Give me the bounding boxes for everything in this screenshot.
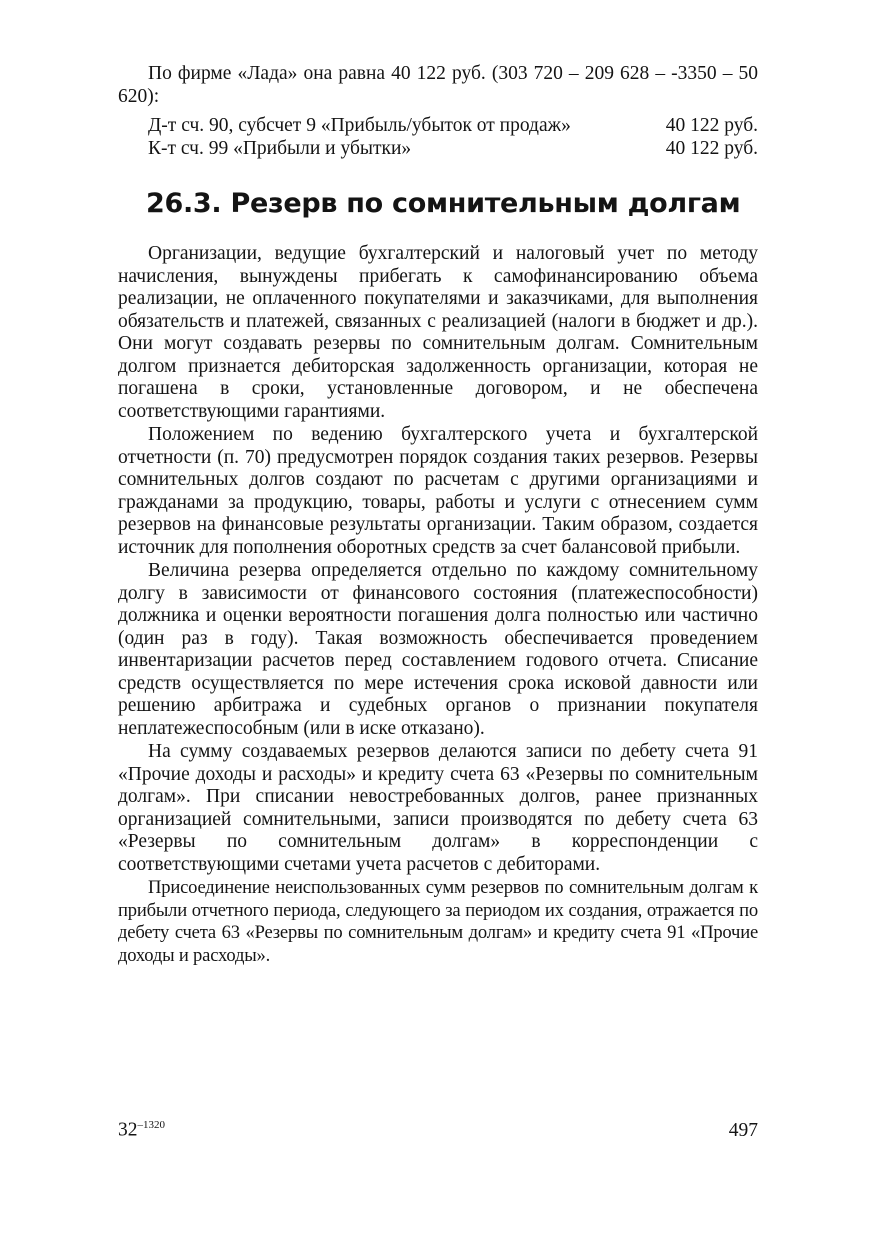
printer-signature [118, 1119, 165, 1142]
paragraph: Присоединение неиспользованных сумм резервов по сомнительным долгам к прибыли отчетного периода, следующего за периодом их создания, отражается по дебету счета 63 «Резервы по сомнительным долгам» и кредиту счета 91 «Прочие доходы и расходы». [118, 877, 758, 966]
paragraph: На сумму создаваемых резервов делаются записи по дебету счета 91 «Прочие доходы и расходы» и кредиту счета 63 «Резервы по сомнительным долгам». При списании невостребованных долгов, ранее признанных организацией сомнительными, записи производятся по дебету счета 63 «Резервы по сомнительным долгам» в корреспонденции с соответствующими счетами учета расчетов с дебиторами. [118, 741, 758, 875]
paragraph: Величина резерва определяется отдельно по каждому сомнительному долгу в зависимости от финансового состояния (платежеспособности) должника и оценки вероятности погашения долга полностью или частично (один раз в году). Такая возможность обеспечивается проведением инвентаризации расчетов перед составлением годового отчета. Списание средств осуществляется по мере истечения срока исковой давности или решению арбитража и судебных органов о признании покупателя неплатежеспособным (или в иске отказано). [118, 560, 758, 739]
page-footer [118, 1119, 758, 1142]
page-number: 497 [728, 1119, 758, 1141]
section-body [118, 243, 758, 968]
entry-label: Д-т сч. 90, субсчет 9 «Прибыль/убыток от продаж» [148, 115, 571, 136]
paragraph: Организации, ведущие бухгалтерский и налоговый учет по методу начисления, вынуждены прибегать к самофинансированию объема реализации, не оплаченного покупателями и заказчиками, для выполнения обязательств и платежей, связанных с реализацией (налоги в бюджет и др.). Они могут создавать резервы по сомнительным долгам. Сомнительным долгом признается дебиторская задолженность организации, которая не погашена в сроки, установленные договором, и не обеспечена соответствующими гарантиями. [118, 243, 758, 422]
paragraph: Положением по ведению бухгалтерского учета и бухгалтерской отчетности (п. 70) предусмотрен порядок создания таких резервов. Резервы сомнительных долгов создают по расчетам с другими организациями и гражданами за продукцию, товары, работы и услуги с отнесением сумм резервов на финансовые результаты организации. Таким образом, создается источник для пополнения оборотных средств за счет балансовой прибыли. [118, 424, 758, 558]
signature-main: 32 [118, 1119, 138, 1141]
entry-amount: 40 122 руб. [665, 115, 758, 136]
section-heading: 26.3. Резерв по сомнительным долгам [146, 188, 741, 219]
intro-block [118, 62, 758, 108]
entry-debit [148, 114, 758, 137]
accounting-entries [148, 114, 758, 160]
intro-paragraph: По фирме «Лада» она равна 40 122 руб. (303 720 – 209 628 – -3350 – 50 620): [118, 63, 758, 107]
entry-label: К-т сч. 99 «Прибыли и убытки» [148, 138, 412, 159]
entry-credit [148, 137, 758, 160]
signature-sup: –1320 [137, 1119, 165, 1131]
entry-amount: 40 122 руб. [665, 138, 758, 159]
